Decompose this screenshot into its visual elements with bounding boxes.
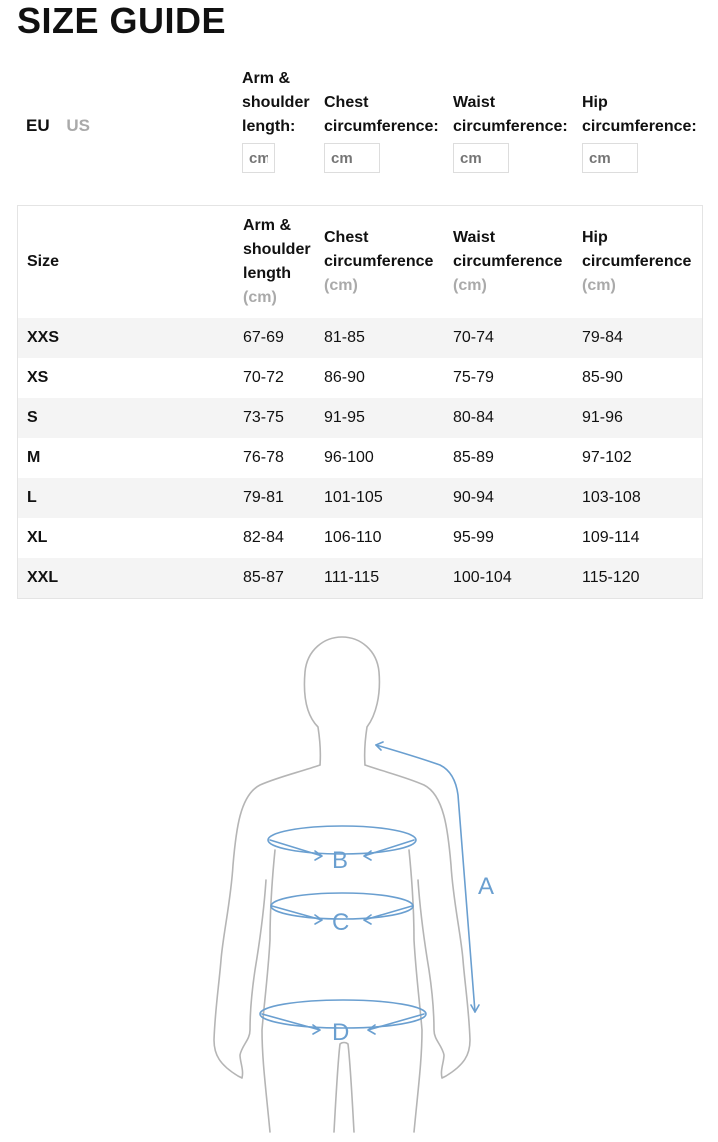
label-d: D bbox=[332, 1019, 350, 1046]
chest-measure-field bbox=[324, 91, 444, 173]
header-waist-unit: (cm) bbox=[453, 277, 487, 294]
chest-cell: 111-115 bbox=[324, 558, 453, 599]
size-table bbox=[17, 205, 703, 599]
waist-cell: 90-94 bbox=[453, 478, 582, 518]
size-cell: XS bbox=[27, 369, 49, 386]
chest-cell: 91-95 bbox=[324, 398, 453, 438]
header-hip-line-2: circumference bbox=[582, 253, 692, 270]
waist-measure-label-2: circumference: bbox=[453, 118, 568, 135]
arm-measure-label-2: shoulder bbox=[242, 94, 310, 111]
header-waist-line-1: Waist bbox=[453, 229, 496, 246]
waist-cell: 75-79 bbox=[453, 369, 494, 386]
arm-measure-label-3: length: bbox=[242, 118, 296, 135]
chest-cell: 86-90 bbox=[324, 369, 365, 386]
hip-measure-label-2: circumference: bbox=[582, 118, 697, 135]
chest-cell: 106-110 bbox=[324, 529, 382, 546]
arm-measure-input[interactable] bbox=[242, 143, 275, 173]
hip-cell: 97-102 bbox=[582, 449, 632, 466]
header-arm-line-1: Arm & bbox=[243, 217, 292, 234]
label-b: B bbox=[332, 847, 349, 874]
waist-cell: 100-104 bbox=[453, 558, 582, 599]
measurement-guides bbox=[260, 742, 479, 1034]
size-cell: M bbox=[27, 449, 41, 466]
label-a: A bbox=[478, 873, 495, 900]
header-arm bbox=[243, 206, 324, 319]
arm-measure-label-1: Arm & bbox=[242, 70, 291, 87]
table-row bbox=[18, 478, 703, 518]
chest-cell: 101-105 bbox=[324, 478, 453, 518]
header-waist-line-2: circumference bbox=[453, 253, 563, 270]
arm-measure-field bbox=[242, 67, 312, 173]
header-hip-line-1: Hip bbox=[582, 229, 608, 246]
header-size bbox=[18, 206, 244, 319]
header-size-label: Size bbox=[27, 253, 60, 270]
hip-cell: 115-120 bbox=[582, 558, 703, 599]
waist-cell: 95-99 bbox=[453, 529, 494, 546]
table-row bbox=[18, 518, 703, 558]
size-table-header-row bbox=[18, 206, 703, 319]
waist-measure-label-1: Waist bbox=[453, 94, 496, 111]
size-cell: XL bbox=[27, 529, 48, 546]
chest-measure-input[interactable] bbox=[324, 143, 380, 173]
table-row bbox=[18, 438, 703, 478]
arm-cell: 79-81 bbox=[243, 478, 324, 518]
hip-cell: 109-114 bbox=[582, 529, 640, 546]
table-row bbox=[18, 398, 703, 438]
chest-cell: 96-100 bbox=[324, 449, 374, 466]
waist-measure-field bbox=[453, 91, 573, 173]
chest-measure-label-2: circumference: bbox=[324, 118, 439, 135]
waist-measure-input[interactable] bbox=[453, 143, 509, 173]
waist-cell: 85-89 bbox=[453, 449, 494, 466]
size-cell: XXS bbox=[18, 318, 244, 358]
header-chest bbox=[324, 206, 453, 319]
size-cell: S bbox=[18, 398, 244, 438]
hip-cell: 91-96 bbox=[582, 398, 703, 438]
arm-cell: 67-69 bbox=[243, 318, 324, 358]
header-chest-line-2: circumference bbox=[324, 253, 434, 270]
arm-cell: 70-72 bbox=[243, 369, 284, 386]
body-measurement-diagram bbox=[0, 600, 718, 1142]
unit-us-option[interactable]: US bbox=[66, 116, 90, 135]
label-c: C bbox=[332, 909, 350, 936]
header-arm-unit: (cm) bbox=[243, 289, 277, 306]
unit-toggle bbox=[26, 116, 90, 136]
body-outline bbox=[214, 637, 470, 1132]
waist-cell: 80-84 bbox=[453, 398, 582, 438]
unit-eu-option[interactable]: EU bbox=[26, 116, 50, 135]
arm-cell: 85-87 bbox=[243, 558, 324, 599]
hip-cell: 103-108 bbox=[582, 478, 703, 518]
header-arm-line-3: length bbox=[243, 265, 291, 282]
hip-measure-input[interactable] bbox=[582, 143, 638, 173]
header-hip-unit: (cm) bbox=[582, 277, 616, 294]
size-cell: L bbox=[18, 478, 244, 518]
header-chest-line-1: Chest bbox=[324, 229, 369, 246]
hip-cell: 85-90 bbox=[582, 369, 623, 386]
arm-cell: 73-75 bbox=[243, 398, 324, 438]
header-hip bbox=[582, 206, 703, 319]
arm-cell: 82-84 bbox=[243, 529, 284, 546]
waist-cell: 70-74 bbox=[453, 318, 582, 358]
header-chest-unit: (cm) bbox=[324, 277, 358, 294]
chest-measure-label-1: Chest bbox=[324, 94, 369, 111]
page-title: SIZE GUIDE bbox=[17, 0, 227, 41]
hip-measure-label-1: Hip bbox=[582, 94, 608, 111]
table-row bbox=[18, 558, 703, 599]
hip-measure-field bbox=[582, 91, 702, 173]
header-waist bbox=[453, 206, 582, 319]
arm-cell: 76-78 bbox=[243, 449, 284, 466]
table-row bbox=[18, 318, 703, 358]
chest-cell: 81-85 bbox=[324, 318, 453, 358]
header-arm-line-2: shoulder bbox=[243, 241, 311, 258]
table-row bbox=[18, 358, 703, 398]
size-cell: XXL bbox=[18, 558, 244, 599]
hip-cell: 79-84 bbox=[582, 318, 703, 358]
